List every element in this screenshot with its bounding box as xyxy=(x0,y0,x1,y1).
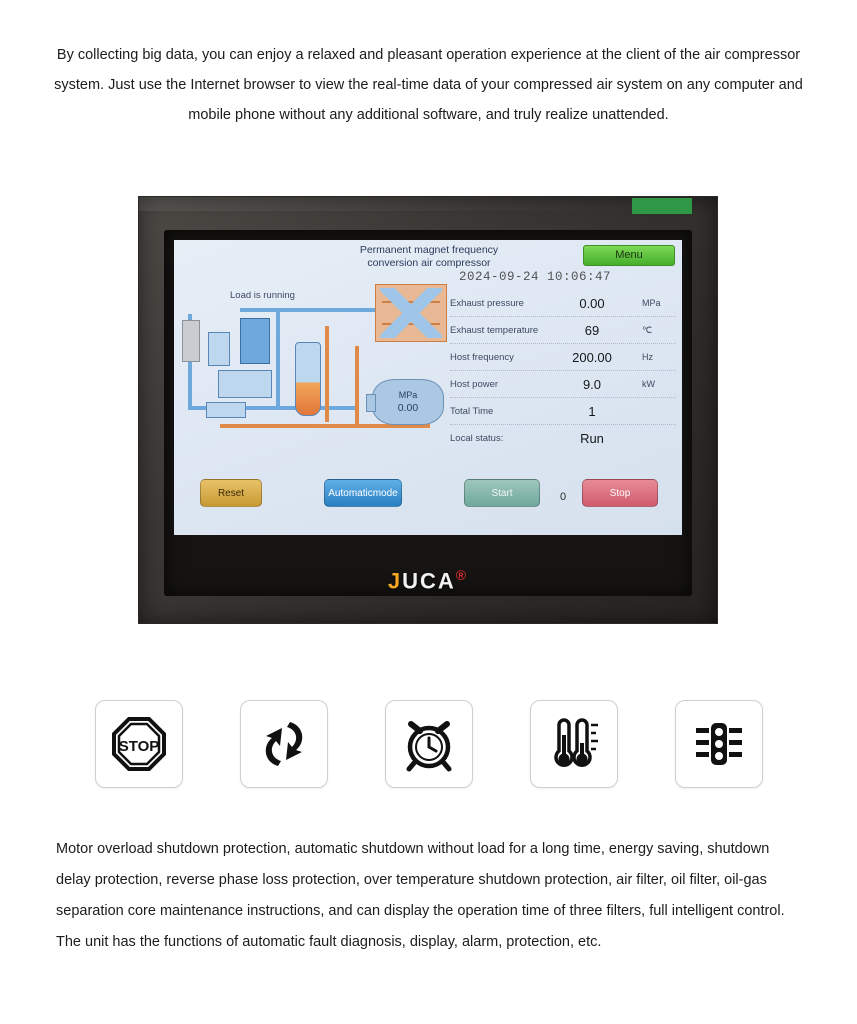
readout-row xyxy=(450,344,676,371)
automatic-mode-button[interactable] xyxy=(324,479,402,507)
feature-card-stop xyxy=(95,700,183,788)
readout-label: Host power xyxy=(450,378,499,390)
start-button[interactable]: Start xyxy=(464,479,540,507)
hmi-screen xyxy=(174,240,682,535)
automatic-mode-label-line1: Automatic xyxy=(328,487,373,499)
readout-label: Local status: xyxy=(450,433,504,444)
hmi-display-housing xyxy=(164,230,692,596)
stop-button[interactable]: Stop xyxy=(582,479,658,507)
intro-text: By collecting big data, you can enjoy a relaxed and pleasant operation experience at the client of the air compressor system. Just use the Internet browser to view the real-time data of your compressed air system on any computer and mobile phone without any additional software, and truly realize unattended. xyxy=(54,47,803,123)
readout-row xyxy=(450,317,676,344)
readout-unit: ℃ xyxy=(642,324,653,335)
bezel-green-tab xyxy=(632,198,692,214)
screw-element-block xyxy=(218,370,272,398)
outro-text: Motor overload shutdown protection, automatic shutdown without load for a long time, energy saving, shutdown delay protection, reverse phase loss protection, over temperature shutdown protection, air filter, oil filter, oil-gas separation core maintenance instructions, and can display the operation time of three filters, full intelligent control. The unit has the functions of automatic fault diagnosis, display, alarm, protection, etc. xyxy=(56,841,785,950)
readout-value: 0.00 xyxy=(579,295,605,311)
readout-unit: MPa xyxy=(642,298,661,308)
readout-value: 9.0 xyxy=(582,376,602,392)
intake-valve-block xyxy=(208,332,230,366)
alarm-clock-icon xyxy=(400,715,458,773)
menu-button[interactable]: Menu xyxy=(583,245,675,266)
feature-card-shutdown-delay xyxy=(385,700,473,788)
stop-sign-icon xyxy=(110,715,168,773)
process-flow-diagram xyxy=(180,274,456,464)
intro-paragraph xyxy=(49,40,809,130)
pipe-segment-oil xyxy=(355,346,359,426)
outro-paragraph xyxy=(56,834,804,958)
readout-label: Exhaust pressure xyxy=(450,297,524,309)
screen-title xyxy=(294,244,564,270)
diagram-status-label: Load is running xyxy=(230,290,295,301)
datetime-readout: 2024-09-24 10:06:47 xyxy=(459,270,612,284)
motor-block xyxy=(240,318,270,364)
feature-card-intelligent-control xyxy=(675,700,763,788)
thermometer-icon xyxy=(546,715,602,773)
pressure-gauge xyxy=(372,379,444,425)
feature-icon-row xyxy=(0,700,857,788)
readout-value: Run xyxy=(580,431,604,446)
readout-label: Exhaust temperature xyxy=(450,324,539,336)
screen-title-line2: conversion air compressor xyxy=(367,257,491,269)
screen-title-line1: Permanent magnet frequency xyxy=(359,244,499,256)
readout-value: 200.00 xyxy=(572,349,612,365)
svg-text:STOP: STOP xyxy=(118,738,159,755)
feature-card-over-temperature xyxy=(530,700,618,788)
readout-label: Host frequency xyxy=(450,351,514,363)
readout-label: Total Time xyxy=(450,405,494,417)
cooling-fan-icon xyxy=(380,288,442,338)
gauge-unit: MPa xyxy=(398,390,418,400)
readout-value: 1 xyxy=(588,403,596,419)
brand-logo-first-letter: J xyxy=(387,568,403,593)
readout-panel xyxy=(450,290,676,452)
brand-logo xyxy=(164,567,692,594)
readout-unit: kW xyxy=(642,379,655,389)
brand-logo-mark: ® xyxy=(455,566,469,583)
feature-card-reverse-phase xyxy=(240,700,328,788)
gauge-value: 0.00 xyxy=(397,402,419,414)
recycle-arrows-icon xyxy=(256,716,312,772)
readout-row xyxy=(450,425,676,452)
screen-button-bar xyxy=(174,479,682,509)
readout-unit: Hz xyxy=(642,352,653,362)
readout-row xyxy=(450,290,676,317)
hmi-controller-photo xyxy=(138,196,718,624)
oil-cooler-block xyxy=(206,402,246,418)
traffic-light-icon xyxy=(690,715,748,773)
run-counter: 0 xyxy=(559,491,567,503)
pipe-segment xyxy=(276,312,280,410)
readout-value: 69 xyxy=(584,322,600,338)
air-filter-block xyxy=(182,320,200,362)
readout-row xyxy=(450,398,676,425)
pipe-segment-oil xyxy=(325,326,329,422)
brand-logo-text: UCA xyxy=(402,568,456,593)
separator-tank xyxy=(295,342,321,416)
automatic-mode-label-line2: mode xyxy=(372,487,398,499)
readout-row xyxy=(450,371,676,398)
reset-button[interactable]: Reset xyxy=(200,479,262,507)
